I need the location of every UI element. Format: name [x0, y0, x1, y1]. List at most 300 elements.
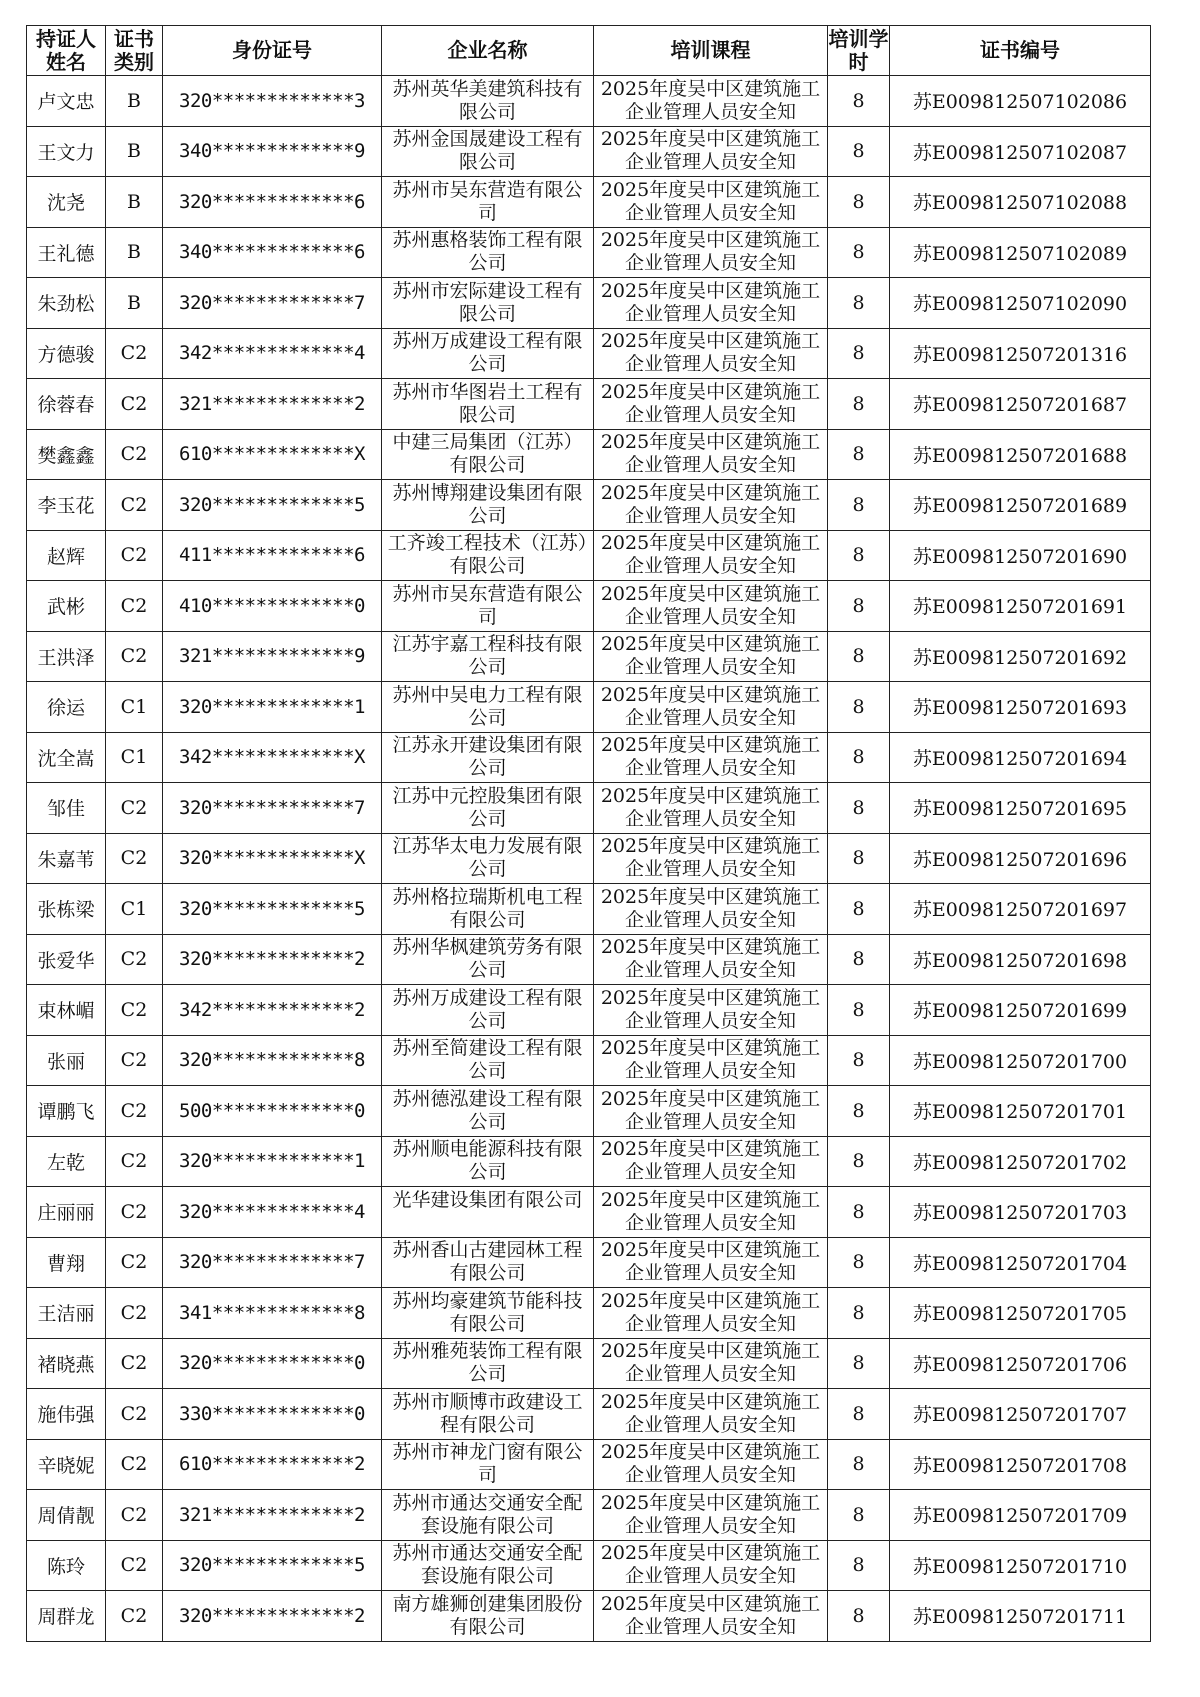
cert-type-cell: C2 — [106, 581, 163, 632]
company-cell — [382, 1389, 594, 1440]
holder-name-cell: 辛晓妮 — [27, 1439, 106, 1490]
course-cell — [594, 884, 828, 935]
cert-type-cell: C2 — [106, 429, 163, 480]
holder-name-cell: 朱嘉苇 — [27, 833, 106, 884]
holder-name-cell: 王礼德 — [27, 227, 106, 278]
course-cell — [594, 985, 828, 1036]
company-text: 苏州英华美建筑科技有限公司 — [392, 77, 583, 123]
company-cell — [382, 227, 594, 278]
cert-type-cell: C1 — [106, 732, 163, 783]
hours-cell: 8 — [828, 783, 890, 834]
company-text: 中建三局集团（江苏）有限公司 — [392, 431, 583, 477]
company-text: 苏州万成建设工程有限公司 — [392, 986, 583, 1032]
course-text: 2025年度吴中区建筑施工企业管理人员安全知 — [600, 1239, 821, 1285]
company-cell — [382, 1591, 594, 1642]
company-text: 苏州香山古建园林工程有限公司 — [392, 1239, 583, 1285]
header-holder-name: 持证人姓名 — [27, 26, 106, 76]
hours-cell: 8 — [828, 1035, 890, 1086]
course-cell — [594, 1237, 828, 1288]
hours-cell: 8 — [828, 682, 890, 733]
id-number-cell: 321*************9 — [163, 631, 382, 682]
company-cell — [382, 884, 594, 935]
table-row — [27, 985, 1151, 1036]
company-cell — [382, 581, 594, 632]
cert-number-cell: 苏E009812507201711 — [890, 1591, 1151, 1642]
course-text: 2025年度吴中区建筑施工企业管理人员安全知 — [600, 784, 821, 830]
table-row — [27, 1187, 1151, 1238]
hours-cell: 8 — [828, 1490, 890, 1541]
cert-number-cell: 苏E009812507201695 — [890, 783, 1151, 834]
cert-number-cell: 苏E009812507201705 — [890, 1288, 1151, 1339]
table-row — [27, 631, 1151, 682]
course-text: 2025年度吴中区建筑施工企业管理人员安全知 — [600, 1390, 821, 1436]
company-text: 苏州市通达交通安全配套设施有限公司 — [392, 1491, 583, 1537]
holder-name-cell: 沈尧 — [27, 177, 106, 228]
company-text: 光华建设集团有限公司 — [392, 1188, 583, 1211]
table-row — [27, 530, 1151, 581]
hours-cell: 8 — [828, 581, 890, 632]
holder-name-cell: 邹佳 — [27, 783, 106, 834]
id-number-cell: 610*************2 — [163, 1439, 382, 1490]
company-text: 苏州德泓建设工程有限公司 — [392, 1087, 583, 1133]
cert-type-cell: C2 — [106, 934, 163, 985]
cert-type-cell: C1 — [106, 682, 163, 733]
company-cell — [382, 1136, 594, 1187]
course-cell — [594, 934, 828, 985]
course-cell — [594, 732, 828, 783]
header-cert-number: 证书编号 — [890, 26, 1151, 76]
cert-number-cell: 苏E009812507201707 — [890, 1389, 1151, 1440]
company-text: 江苏宇嘉工程科技有限公司 — [392, 633, 583, 679]
company-cell — [382, 1288, 594, 1339]
id-number-cell: 342*************X — [163, 732, 382, 783]
table-row — [27, 379, 1151, 430]
course-cell — [594, 1540, 828, 1591]
course-text: 2025年度吴中区建筑施工企业管理人员安全知 — [600, 330, 821, 376]
id-number-cell: 320*************7 — [163, 278, 382, 329]
id-number-cell: 342*************4 — [163, 328, 382, 379]
hours-cell: 8 — [828, 530, 890, 581]
cert-number-cell: 苏E009812507201698 — [890, 934, 1151, 985]
course-cell — [594, 1439, 828, 1490]
course-cell — [594, 1490, 828, 1541]
course-cell — [594, 1035, 828, 1086]
company-text: 苏州市神龙门窗有限公司 — [392, 1441, 583, 1487]
table-row — [27, 328, 1151, 379]
company-cell — [382, 833, 594, 884]
cert-type-cell: C2 — [106, 783, 163, 834]
course-cell — [594, 278, 828, 329]
course-cell — [594, 480, 828, 531]
company-text: 江苏华太电力发展有限公司 — [392, 835, 583, 881]
company-text: 苏州格拉瑞斯机电工程有限公司 — [392, 885, 583, 931]
company-cell — [382, 783, 594, 834]
course-cell — [594, 227, 828, 278]
course-cell — [594, 530, 828, 581]
header-id-number: 身份证号 — [163, 26, 382, 76]
table-row — [27, 227, 1151, 278]
table-row — [27, 1540, 1151, 1591]
company-cell — [382, 985, 594, 1036]
company-text: 苏州博翔建设集团有限公司 — [392, 481, 583, 527]
id-number-cell: 411*************6 — [163, 530, 382, 581]
course-text: 2025年度吴中区建筑施工企业管理人员安全知 — [600, 77, 821, 123]
holder-name-cell: 张丽 — [27, 1035, 106, 1086]
cert-type-cell: C2 — [106, 1338, 163, 1389]
cert-number-cell: 苏E009812507201706 — [890, 1338, 1151, 1389]
cert-number-cell: 苏E009812507201689 — [890, 480, 1151, 531]
hours-cell: 8 — [828, 732, 890, 783]
course-text: 2025年度吴中区建筑施工企业管理人员安全知 — [600, 1037, 821, 1083]
company-cell — [382, 429, 594, 480]
cert-number-cell: 苏E009812507201703 — [890, 1187, 1151, 1238]
holder-name-cell: 周倩靓 — [27, 1490, 106, 1541]
course-text: 2025年度吴中区建筑施工企业管理人员安全知 — [600, 582, 821, 628]
company-cell — [382, 177, 594, 228]
table-row — [27, 177, 1151, 228]
course-text: 2025年度吴中区建筑施工企业管理人员安全知 — [600, 431, 821, 477]
course-text: 2025年度吴中区建筑施工企业管理人员安全知 — [600, 835, 821, 881]
cert-type-cell: C2 — [106, 328, 163, 379]
id-number-cell: 340*************6 — [163, 227, 382, 278]
cert-type-cell: C2 — [106, 1136, 163, 1187]
course-cell — [594, 1136, 828, 1187]
table-row — [27, 1136, 1151, 1187]
id-number-cell: 341*************8 — [163, 1288, 382, 1339]
company-text: 苏州顺电能源科技有限公司 — [392, 1138, 583, 1184]
company-text: 苏州市宏际建设工程有限公司 — [392, 279, 583, 325]
cert-number-cell: 苏E009812507201710 — [890, 1540, 1151, 1591]
id-number-cell: 320*************6 — [163, 177, 382, 228]
cert-number-cell: 苏E009812507201696 — [890, 833, 1151, 884]
cert-type-cell: C2 — [106, 1237, 163, 1288]
company-cell — [382, 1490, 594, 1541]
id-number-cell: 330*************0 — [163, 1389, 382, 1440]
course-text: 2025年度吴中区建筑施工企业管理人员安全知 — [600, 532, 821, 578]
course-text: 2025年度吴中区建筑施工企业管理人员安全知 — [600, 734, 821, 780]
cert-type-cell: C2 — [106, 1540, 163, 1591]
cert-type-cell: B — [106, 126, 163, 177]
company-cell — [382, 934, 594, 985]
cert-type-cell: C2 — [106, 379, 163, 430]
hours-cell: 8 — [828, 1591, 890, 1642]
company-text: 苏州均豪建筑节能科技有限公司 — [392, 1289, 583, 1335]
id-number-cell: 500*************0 — [163, 1086, 382, 1137]
cert-number-cell: 苏E009812507201704 — [890, 1237, 1151, 1288]
hours-cell: 8 — [828, 1288, 890, 1339]
course-cell — [594, 1187, 828, 1238]
table-row — [27, 732, 1151, 783]
company-cell — [382, 480, 594, 531]
id-number-cell: 320*************5 — [163, 884, 382, 935]
header-cert-type: 证书类别 — [106, 26, 163, 76]
course-cell — [594, 429, 828, 480]
company-cell — [382, 76, 594, 127]
hours-cell: 8 — [828, 328, 890, 379]
table-row — [27, 429, 1151, 480]
course-cell — [594, 682, 828, 733]
id-number-cell: 321*************2 — [163, 379, 382, 430]
course-cell — [594, 1086, 828, 1137]
company-cell — [382, 530, 594, 581]
course-cell — [594, 126, 828, 177]
holder-name-cell: 徐运 — [27, 682, 106, 733]
course-text: 2025年度吴中区建筑施工企业管理人员安全知 — [600, 229, 821, 275]
table-row — [27, 1439, 1151, 1490]
hours-cell: 8 — [828, 985, 890, 1036]
company-text: 苏州市华图岩土工程有限公司 — [392, 380, 583, 426]
id-number-cell: 320*************5 — [163, 1540, 382, 1591]
company-text: 苏州惠格装饰工程有限公司 — [392, 229, 583, 275]
table-row — [27, 682, 1151, 733]
company-text: 苏州金国晟建设工程有限公司 — [392, 128, 583, 174]
cert-type-cell: C2 — [106, 1389, 163, 1440]
cert-type-cell: C2 — [106, 530, 163, 581]
cert-number-cell: 苏E009812507102088 — [890, 177, 1151, 228]
course-cell — [594, 328, 828, 379]
id-number-cell: 320*************2 — [163, 1591, 382, 1642]
course-text: 2025年度吴中区建筑施工企业管理人员安全知 — [600, 936, 821, 982]
hours-cell: 8 — [828, 1187, 890, 1238]
cert-type-cell: C2 — [106, 985, 163, 1036]
holder-name-cell: 束林嵋 — [27, 985, 106, 1036]
company-text: 苏州市通达交通安全配套设施有限公司 — [392, 1542, 583, 1588]
header-row — [27, 26, 1151, 76]
course-cell — [594, 1338, 828, 1389]
cert-number-cell: 苏E009812507102089 — [890, 227, 1151, 278]
hours-cell: 8 — [828, 1389, 890, 1440]
company-cell — [382, 682, 594, 733]
cert-type-cell: B — [106, 177, 163, 228]
cert-type-cell: C2 — [106, 1591, 163, 1642]
cert-type-cell: C2 — [106, 1035, 163, 1086]
certificate-table — [26, 25, 1151, 1642]
hours-cell: 8 — [828, 480, 890, 531]
cert-number-cell: 苏E009812507201688 — [890, 429, 1151, 480]
holder-name-cell: 谭鹏飞 — [27, 1086, 106, 1137]
holder-name-cell: 武彬 — [27, 581, 106, 632]
course-text: 2025年度吴中区建筑施工企业管理人员安全知 — [600, 986, 821, 1032]
company-cell — [382, 278, 594, 329]
table-row — [27, 934, 1151, 985]
id-number-cell: 610*************X — [163, 429, 382, 480]
cert-number-cell: 苏E009812507201687 — [890, 379, 1151, 430]
cert-type-cell: C1 — [106, 884, 163, 935]
hours-cell: 8 — [828, 278, 890, 329]
hours-cell: 8 — [828, 934, 890, 985]
hours-cell: 8 — [828, 631, 890, 682]
id-number-cell: 320*************4 — [163, 1187, 382, 1238]
hours-cell: 8 — [828, 76, 890, 127]
course-cell — [594, 379, 828, 430]
holder-name-cell: 沈全嵩 — [27, 732, 106, 783]
holder-name-cell: 徐蓉春 — [27, 379, 106, 430]
table-row — [27, 1338, 1151, 1389]
course-cell — [594, 76, 828, 127]
table-row — [27, 278, 1151, 329]
cert-number-cell: 苏E009812507201690 — [890, 530, 1151, 581]
course-cell — [594, 631, 828, 682]
course-text: 2025年度吴中区建筑施工企业管理人员安全知 — [600, 1542, 821, 1588]
holder-name-cell: 王洪泽 — [27, 631, 106, 682]
company-text: 江苏中元控股集团有限公司 — [392, 784, 583, 830]
course-text: 2025年度吴中区建筑施工企业管理人员安全知 — [600, 1491, 821, 1537]
course-text: 2025年度吴中区建筑施工企业管理人员安全知 — [600, 128, 821, 174]
company-text: 苏州至简建设工程有限公司 — [392, 1037, 583, 1083]
company-cell — [382, 328, 594, 379]
course-text: 2025年度吴中区建筑施工企业管理人员安全知 — [600, 1087, 821, 1133]
company-text: 苏州华枫建筑劳务有限公司 — [392, 936, 583, 982]
course-text: 2025年度吴中区建筑施工企业管理人员安全知 — [600, 279, 821, 325]
header-company: 企业名称 — [382, 26, 594, 76]
cert-number-cell: 苏E009812507201694 — [890, 732, 1151, 783]
holder-name-cell: 左乾 — [27, 1136, 106, 1187]
cert-number-cell: 苏E009812507201691 — [890, 581, 1151, 632]
hours-cell: 8 — [828, 177, 890, 228]
id-number-cell: 320*************3 — [163, 76, 382, 127]
table-row — [27, 1237, 1151, 1288]
cert-number-cell: 苏E009812507102087 — [890, 126, 1151, 177]
id-number-cell: 340*************9 — [163, 126, 382, 177]
company-cell — [382, 1086, 594, 1137]
hours-cell: 8 — [828, 1237, 890, 1288]
company-text: 苏州市吴东营造有限公司 — [392, 178, 583, 224]
company-text: 江苏永开建设集团有限公司 — [392, 734, 583, 780]
cert-number-cell: 苏E009812507201700 — [890, 1035, 1151, 1086]
holder-name-cell: 赵辉 — [27, 530, 106, 581]
company-cell — [382, 1187, 594, 1238]
table-row — [27, 581, 1151, 632]
course-text: 2025年度吴中区建筑施工企业管理人员安全知 — [600, 178, 821, 224]
table-row — [27, 833, 1151, 884]
cert-number-cell: 苏E009812507201702 — [890, 1136, 1151, 1187]
cert-type-cell: C2 — [106, 1490, 163, 1541]
id-number-cell: 321*************2 — [163, 1490, 382, 1541]
cert-number-cell: 苏E009812507201697 — [890, 884, 1151, 935]
id-number-cell: 320*************0 — [163, 1338, 382, 1389]
hours-cell: 8 — [828, 1136, 890, 1187]
cert-type-cell: C2 — [106, 1439, 163, 1490]
hours-cell: 8 — [828, 429, 890, 480]
cert-type-cell: C2 — [106, 1086, 163, 1137]
course-text: 2025年度吴中区建筑施工企业管理人员安全知 — [600, 1138, 821, 1184]
holder-name-cell: 陈玲 — [27, 1540, 106, 1591]
cert-type-cell: C2 — [106, 480, 163, 531]
course-text: 2025年度吴中区建筑施工企业管理人员安全知 — [600, 1592, 821, 1638]
course-cell — [594, 1389, 828, 1440]
id-number-cell: 320*************X — [163, 833, 382, 884]
cert-number-cell: 苏E009812507102086 — [890, 76, 1151, 127]
table-row — [27, 1490, 1151, 1541]
holder-name-cell: 庄丽丽 — [27, 1187, 106, 1238]
holder-name-cell: 朱劲松 — [27, 278, 106, 329]
course-cell — [594, 783, 828, 834]
header-course: 培训课程 — [594, 26, 828, 76]
company-cell — [382, 1035, 594, 1086]
company-text: 南方雄狮创建集团股份有限公司 — [392, 1592, 583, 1638]
hours-cell: 8 — [828, 227, 890, 278]
holder-name-cell: 褚晓燕 — [27, 1338, 106, 1389]
company-cell — [382, 1338, 594, 1389]
table-row — [27, 1591, 1151, 1642]
table-row — [27, 480, 1151, 531]
hours-cell: 8 — [828, 833, 890, 884]
id-number-cell: 320*************2 — [163, 934, 382, 985]
cert-type-cell: C2 — [106, 833, 163, 884]
header-hours: 培训学时 — [828, 26, 889, 74]
cert-number-cell: 苏E009812507102090 — [890, 278, 1151, 329]
hours-cell: 8 — [828, 1439, 890, 1490]
cert-type-cell: C2 — [106, 631, 163, 682]
holder-name-cell: 曹翔 — [27, 1237, 106, 1288]
course-text: 2025年度吴中区建筑施工企业管理人员安全知 — [600, 1289, 821, 1335]
course-text: 2025年度吴中区建筑施工企业管理人员安全知 — [600, 1340, 821, 1386]
cert-number-cell: 苏E009812507201692 — [890, 631, 1151, 682]
company-text: 苏州市顺博市政建设工程有限公司 — [392, 1390, 583, 1436]
cert-type-cell: C2 — [106, 1187, 163, 1238]
id-number-cell: 320*************1 — [163, 1136, 382, 1187]
course-text: 2025年度吴中区建筑施工企业管理人员安全知 — [600, 1188, 821, 1234]
holder-name-cell: 王文力 — [27, 126, 106, 177]
holder-name-cell: 周群龙 — [27, 1591, 106, 1642]
table-row — [27, 1086, 1151, 1137]
hours-cell: 8 — [828, 379, 890, 430]
company-cell — [382, 631, 594, 682]
hours-cell: 8 — [828, 1086, 890, 1137]
course-cell — [594, 581, 828, 632]
company-cell — [382, 1237, 594, 1288]
course-text: 2025年度吴中区建筑施工企业管理人员安全知 — [600, 633, 821, 679]
company-cell — [382, 1540, 594, 1591]
company-text: 苏州中吴电力工程有限公司 — [392, 683, 583, 729]
course-cell — [594, 833, 828, 884]
hours-cell: 8 — [828, 884, 890, 935]
course-text: 2025年度吴中区建筑施工企业管理人员安全知 — [600, 481, 821, 527]
course-cell — [594, 177, 828, 228]
company-cell — [382, 732, 594, 783]
id-number-cell: 320*************7 — [163, 783, 382, 834]
id-number-cell: 320*************7 — [163, 1237, 382, 1288]
cert-type-cell: B — [106, 278, 163, 329]
cert-type-cell: B — [106, 227, 163, 278]
company-text: 苏州雅苑装饰工程有限公司 — [392, 1340, 583, 1386]
company-cell — [382, 1439, 594, 1490]
company-cell — [382, 126, 594, 177]
cert-number-cell: 苏E009812507201701 — [890, 1086, 1151, 1137]
company-cell — [382, 379, 594, 430]
hours-cell: 8 — [828, 126, 890, 177]
table-row — [27, 1035, 1151, 1086]
company-text: 苏州万成建设工程有限公司 — [392, 330, 583, 376]
holder-name-cell: 张爱华 — [27, 934, 106, 985]
table-row — [27, 76, 1151, 127]
cert-type-cell: B — [106, 76, 163, 127]
table-row — [27, 126, 1151, 177]
holder-name-cell: 王洁丽 — [27, 1288, 106, 1339]
cert-number-cell: 苏E009812507201316 — [890, 328, 1151, 379]
company-text: 工齐竣工程技术（江苏）有限公司 — [387, 532, 588, 578]
cert-type-cell: C2 — [106, 1288, 163, 1339]
hours-cell: 8 — [828, 1338, 890, 1389]
cert-number-cell: 苏E009812507201709 — [890, 1490, 1151, 1541]
holder-name-cell: 樊鑫鑫 — [27, 429, 106, 480]
holder-name-cell: 张栋梁 — [27, 884, 106, 935]
course-text: 2025年度吴中区建筑施工企业管理人员安全知 — [600, 380, 821, 426]
holder-name-cell: 施伟强 — [27, 1389, 106, 1440]
table-row — [27, 783, 1151, 834]
course-text: 2025年度吴中区建筑施工企业管理人员安全知 — [600, 1441, 821, 1487]
id-number-cell: 320*************8 — [163, 1035, 382, 1086]
